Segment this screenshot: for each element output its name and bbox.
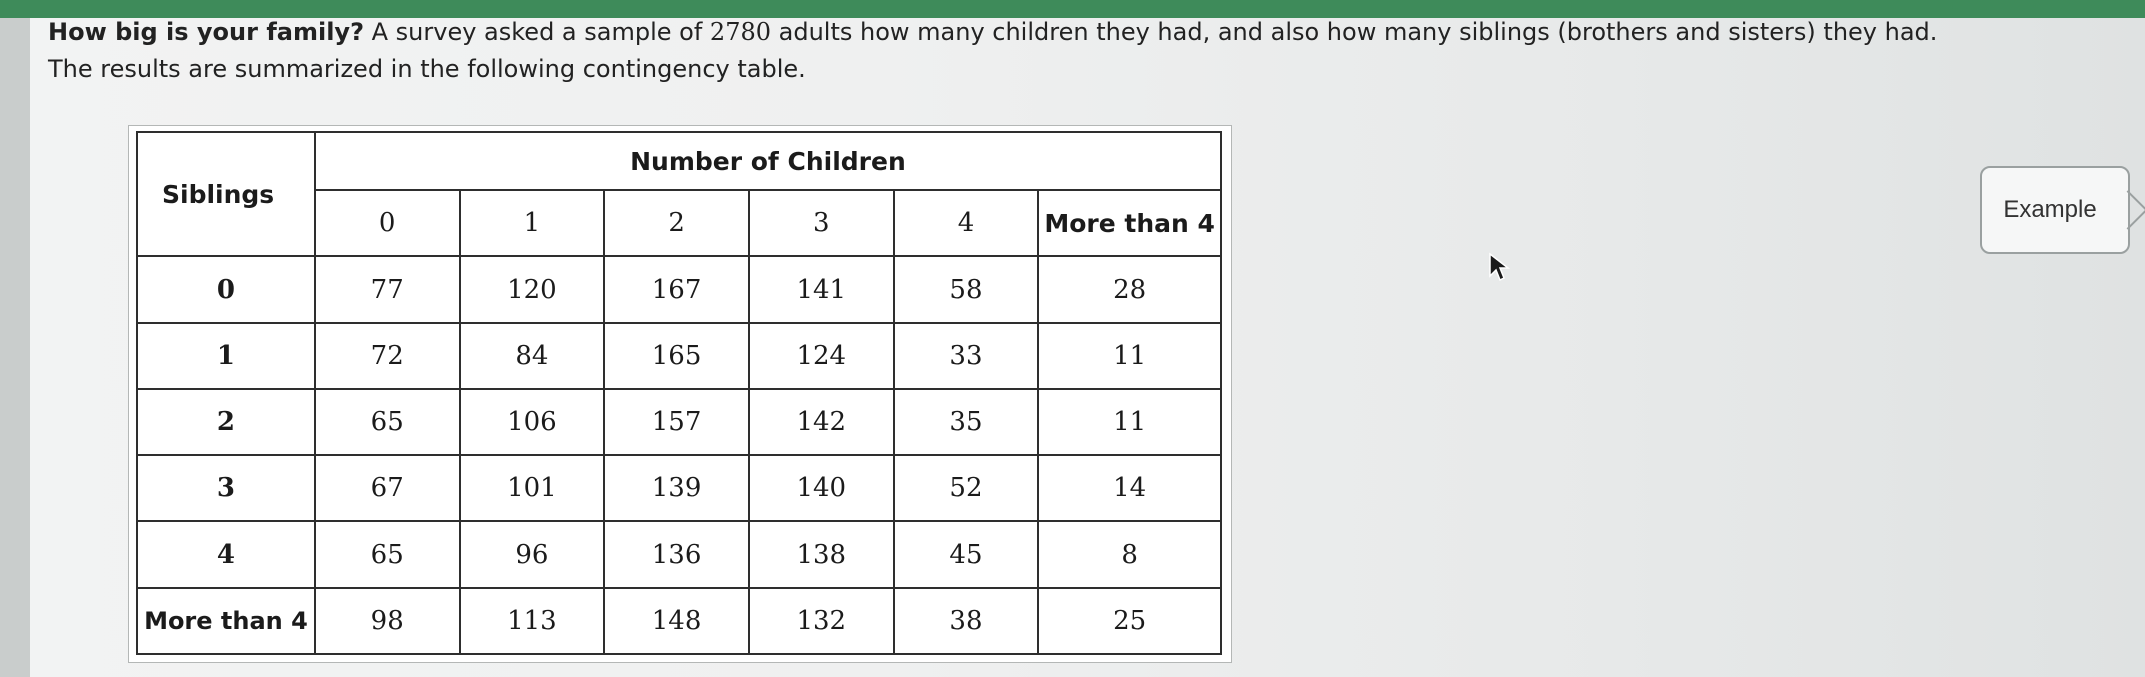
table-cell: 157	[604, 389, 749, 455]
question-body-part1: A survey asked a sample of	[363, 18, 710, 46]
column-header: 3	[749, 190, 894, 256]
table-cell: 136	[604, 521, 749, 587]
question-body-part2: adults how many children they had, and also how many siblings (brothers and sisters) they had.	[771, 18, 1938, 46]
siblings-header: Siblings	[137, 132, 315, 256]
question-second-line: The results are summarized in the following contingency table.	[48, 55, 806, 83]
row-label: 2	[137, 389, 315, 455]
table-cell: 67	[315, 455, 460, 521]
table-cell: 33	[894, 323, 1039, 389]
table-cell: 165	[604, 323, 749, 389]
table-cell: 140	[749, 455, 894, 521]
table-cell: 101	[460, 455, 605, 521]
table-row	[137, 256, 1221, 322]
contingency-table-card	[128, 125, 1232, 663]
table-cell: 11	[1038, 323, 1221, 389]
column-header: 2	[604, 190, 749, 256]
table-cell: 96	[460, 521, 605, 587]
table-cell: 72	[315, 323, 460, 389]
table-cell: 8	[1038, 521, 1221, 587]
question-lead: How big is your family?	[48, 18, 364, 46]
table-row	[137, 588, 1221, 654]
table-cell: 38	[894, 588, 1039, 654]
column-header: 1	[460, 190, 605, 256]
row-label: 4	[137, 521, 315, 587]
table-cell: 28	[1038, 256, 1221, 322]
table-cell: 65	[315, 521, 460, 587]
table-cell: 138	[749, 521, 894, 587]
table-cell: 139	[604, 455, 749, 521]
question-text	[48, 14, 2108, 88]
table-cell: 141	[749, 256, 894, 322]
table-cell: 113	[460, 588, 605, 654]
table-row	[137, 323, 1221, 389]
column-header: 4	[894, 190, 1039, 256]
example-button[interactable]	[1980, 166, 2130, 254]
table-cell: 84	[460, 323, 605, 389]
table-cell: 98	[315, 588, 460, 654]
table-cell: 148	[604, 588, 749, 654]
row-label: More than 4	[137, 588, 315, 654]
column-header: 0	[315, 190, 460, 256]
row-label: 0	[137, 256, 315, 322]
table-row	[137, 389, 1221, 455]
contingency-table	[136, 131, 1222, 655]
table-cell: 11	[1038, 389, 1221, 455]
table-cell: 25	[1038, 588, 1221, 654]
table-cell: 58	[894, 256, 1039, 322]
mouse-pointer-icon	[1487, 252, 1513, 282]
table-cell: 142	[749, 389, 894, 455]
table-row	[137, 521, 1221, 587]
table-cell: 120	[460, 256, 605, 322]
table-cell: 52	[894, 455, 1039, 521]
table-cell: 124	[749, 323, 894, 389]
row-label: 3	[137, 455, 315, 521]
example-button-label: Example	[2003, 196, 2097, 223]
row-label: 1	[137, 323, 315, 389]
table-cell: 132	[749, 588, 894, 654]
table-cell: 45	[894, 521, 1039, 587]
table-cell: 77	[315, 256, 460, 322]
sample-size: 2780	[709, 18, 771, 46]
table-cell: 167	[604, 256, 749, 322]
table-cell: 65	[315, 389, 460, 455]
table-cell: 14	[1038, 455, 1221, 521]
children-group-header: Number of Children	[315, 132, 1221, 190]
column-header: More than 4	[1038, 190, 1221, 256]
table-cell: 35	[894, 389, 1039, 455]
table-row	[137, 455, 1221, 521]
left-edge-strip	[0, 18, 30, 677]
table-cell: 106	[460, 389, 605, 455]
